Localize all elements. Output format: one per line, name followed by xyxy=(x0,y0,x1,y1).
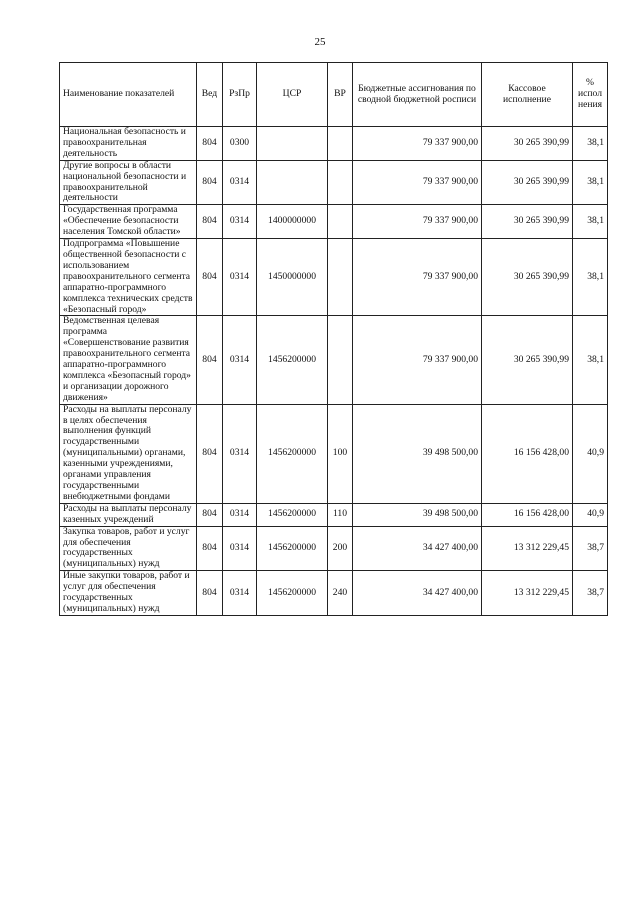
cell-name: Другие вопросы в области национальной безопасности и правоохранительной деятельности xyxy=(60,160,197,205)
cell-vr xyxy=(328,239,353,316)
cell-csr xyxy=(257,160,328,205)
cell-rzpr: 0314 xyxy=(223,160,257,205)
cell-assignments: 39 498 500,00 xyxy=(353,503,482,526)
cell-vr xyxy=(328,160,353,205)
cell-vr: 240 xyxy=(328,571,353,616)
cell-vr xyxy=(328,127,353,161)
cell-percent: 38,1 xyxy=(573,160,608,205)
cell-vr xyxy=(328,316,353,404)
cell-assignments: 79 337 900,00 xyxy=(353,205,482,239)
table-row xyxy=(60,160,608,205)
cell-csr: 1456200000 xyxy=(257,571,328,616)
table-row xyxy=(60,239,608,316)
cell-percent: 38,1 xyxy=(573,205,608,239)
cell-vr: 100 xyxy=(328,404,353,503)
cell-percent: 38,1 xyxy=(573,239,608,316)
cell-name: Ведомственная целевая программа «Совершенствование развития правоохранительного сегмента аппаратно-программного комплекса «Безопасный город» и организации дорожного движения» xyxy=(60,316,197,404)
cell-percent: 38,7 xyxy=(573,526,608,571)
cell-cash-execution: 13 312 229,45 xyxy=(482,571,573,616)
cell-vr xyxy=(328,205,353,239)
cell-ved: 804 xyxy=(197,526,223,571)
cell-ved: 804 xyxy=(197,160,223,205)
cell-cash-execution: 30 265 390,99 xyxy=(482,205,573,239)
cell-rzpr: 0314 xyxy=(223,239,257,316)
cell-cash-execution: 16 156 428,00 xyxy=(482,404,573,503)
cell-percent: 40,9 xyxy=(573,503,608,526)
cell-csr: 1456200000 xyxy=(257,404,328,503)
cell-cash-execution: 30 265 390,99 xyxy=(482,239,573,316)
cell-assignments: 34 427 400,00 xyxy=(353,526,482,571)
cell-name: Расходы на выплаты персоналу казенных учреждений xyxy=(60,503,197,526)
header-rzpr: РзПр xyxy=(223,63,257,127)
cell-csr: 1450000000 xyxy=(257,239,328,316)
cell-name: Подпрограмма «Повышение общественной безопасности с использованием правоохранительного сегмента аппаратно-программного комплекса технических средств «Безопасный город» xyxy=(60,239,197,316)
cell-ved: 804 xyxy=(197,205,223,239)
cell-cash-execution: 13 312 229,45 xyxy=(482,526,573,571)
cell-ved: 804 xyxy=(197,127,223,161)
cell-name: Расходы на выплаты персоналу в целях обеспечения выполнения функций государственными (муниципальными) органами, казенными учреждениями, органами управления государственными внебюджетными фондами xyxy=(60,404,197,503)
cell-csr: 1400000000 xyxy=(257,205,328,239)
cell-rzpr: 0314 xyxy=(223,503,257,526)
header-percent: % испол нения xyxy=(573,63,608,127)
cell-rzpr: 0314 xyxy=(223,526,257,571)
cell-percent: 40,9 xyxy=(573,404,608,503)
cell-assignments: 79 337 900,00 xyxy=(353,127,482,161)
header-cash-execution: Кассовое исполнение xyxy=(482,63,573,127)
header-ved: Вед xyxy=(197,63,223,127)
cell-ved: 804 xyxy=(197,316,223,404)
cell-vr: 110 xyxy=(328,503,353,526)
cell-name: Закупка товаров, работ и услуг для обеспечения государственных (муниципальных) нужд xyxy=(60,526,197,571)
header-name: Наименование показателей xyxy=(60,63,197,127)
cell-vr: 200 xyxy=(328,526,353,571)
cell-assignments: 79 337 900,00 xyxy=(353,160,482,205)
cell-csr: 1456200000 xyxy=(257,503,328,526)
cell-cash-execution: 30 265 390,99 xyxy=(482,160,573,205)
cell-cash-execution: 30 265 390,99 xyxy=(482,127,573,161)
cell-assignments: 79 337 900,00 xyxy=(353,316,482,404)
table-row xyxy=(60,205,608,239)
cell-rzpr: 0314 xyxy=(223,205,257,239)
table-row xyxy=(60,503,608,526)
header-csr: ЦСР xyxy=(257,63,328,127)
cell-rzpr: 0314 xyxy=(223,316,257,404)
cell-assignments: 39 498 500,00 xyxy=(353,404,482,503)
page-number: 25 xyxy=(314,36,326,48)
cell-assignments: 34 427 400,00 xyxy=(353,571,482,616)
cell-assignments: 79 337 900,00 xyxy=(353,239,482,316)
header-assignments: Бюджетные ассигнования по сводной бюджетной росписи xyxy=(353,63,482,127)
table-row xyxy=(60,404,608,503)
table-row xyxy=(60,571,608,616)
cell-rzpr: 0314 xyxy=(223,571,257,616)
cell-name: Государственная программа «Обеспечение безопасности населения Томской области» xyxy=(60,205,197,239)
cell-name: Иные закупки товаров, работ и услуг для обеспечения государственных (муниципальных) нужд xyxy=(60,571,197,616)
cell-name: Национальная безопасность и правоохранительная деятельность xyxy=(60,127,197,161)
cell-cash-execution: 30 265 390,99 xyxy=(482,316,573,404)
header-row xyxy=(60,63,608,127)
cell-rzpr: 0314 xyxy=(223,404,257,503)
cell-percent: 38,1 xyxy=(573,127,608,161)
table-row xyxy=(60,316,608,404)
cell-percent: 38,1 xyxy=(573,316,608,404)
cell-ved: 804 xyxy=(197,404,223,503)
cell-csr: 1456200000 xyxy=(257,526,328,571)
cell-ved: 804 xyxy=(197,239,223,316)
cell-percent: 38,7 xyxy=(573,571,608,616)
cell-csr: 1456200000 xyxy=(257,316,328,404)
table-row xyxy=(60,526,608,571)
header-vr: ВР xyxy=(328,63,353,127)
table-row xyxy=(60,127,608,161)
cell-cash-execution: 16 156 428,00 xyxy=(482,503,573,526)
cell-ved: 804 xyxy=(197,503,223,526)
cell-csr xyxy=(257,127,328,161)
budget-execution-table xyxy=(59,62,608,616)
cell-rzpr: 0300 xyxy=(223,127,257,161)
cell-ved: 804 xyxy=(197,571,223,616)
